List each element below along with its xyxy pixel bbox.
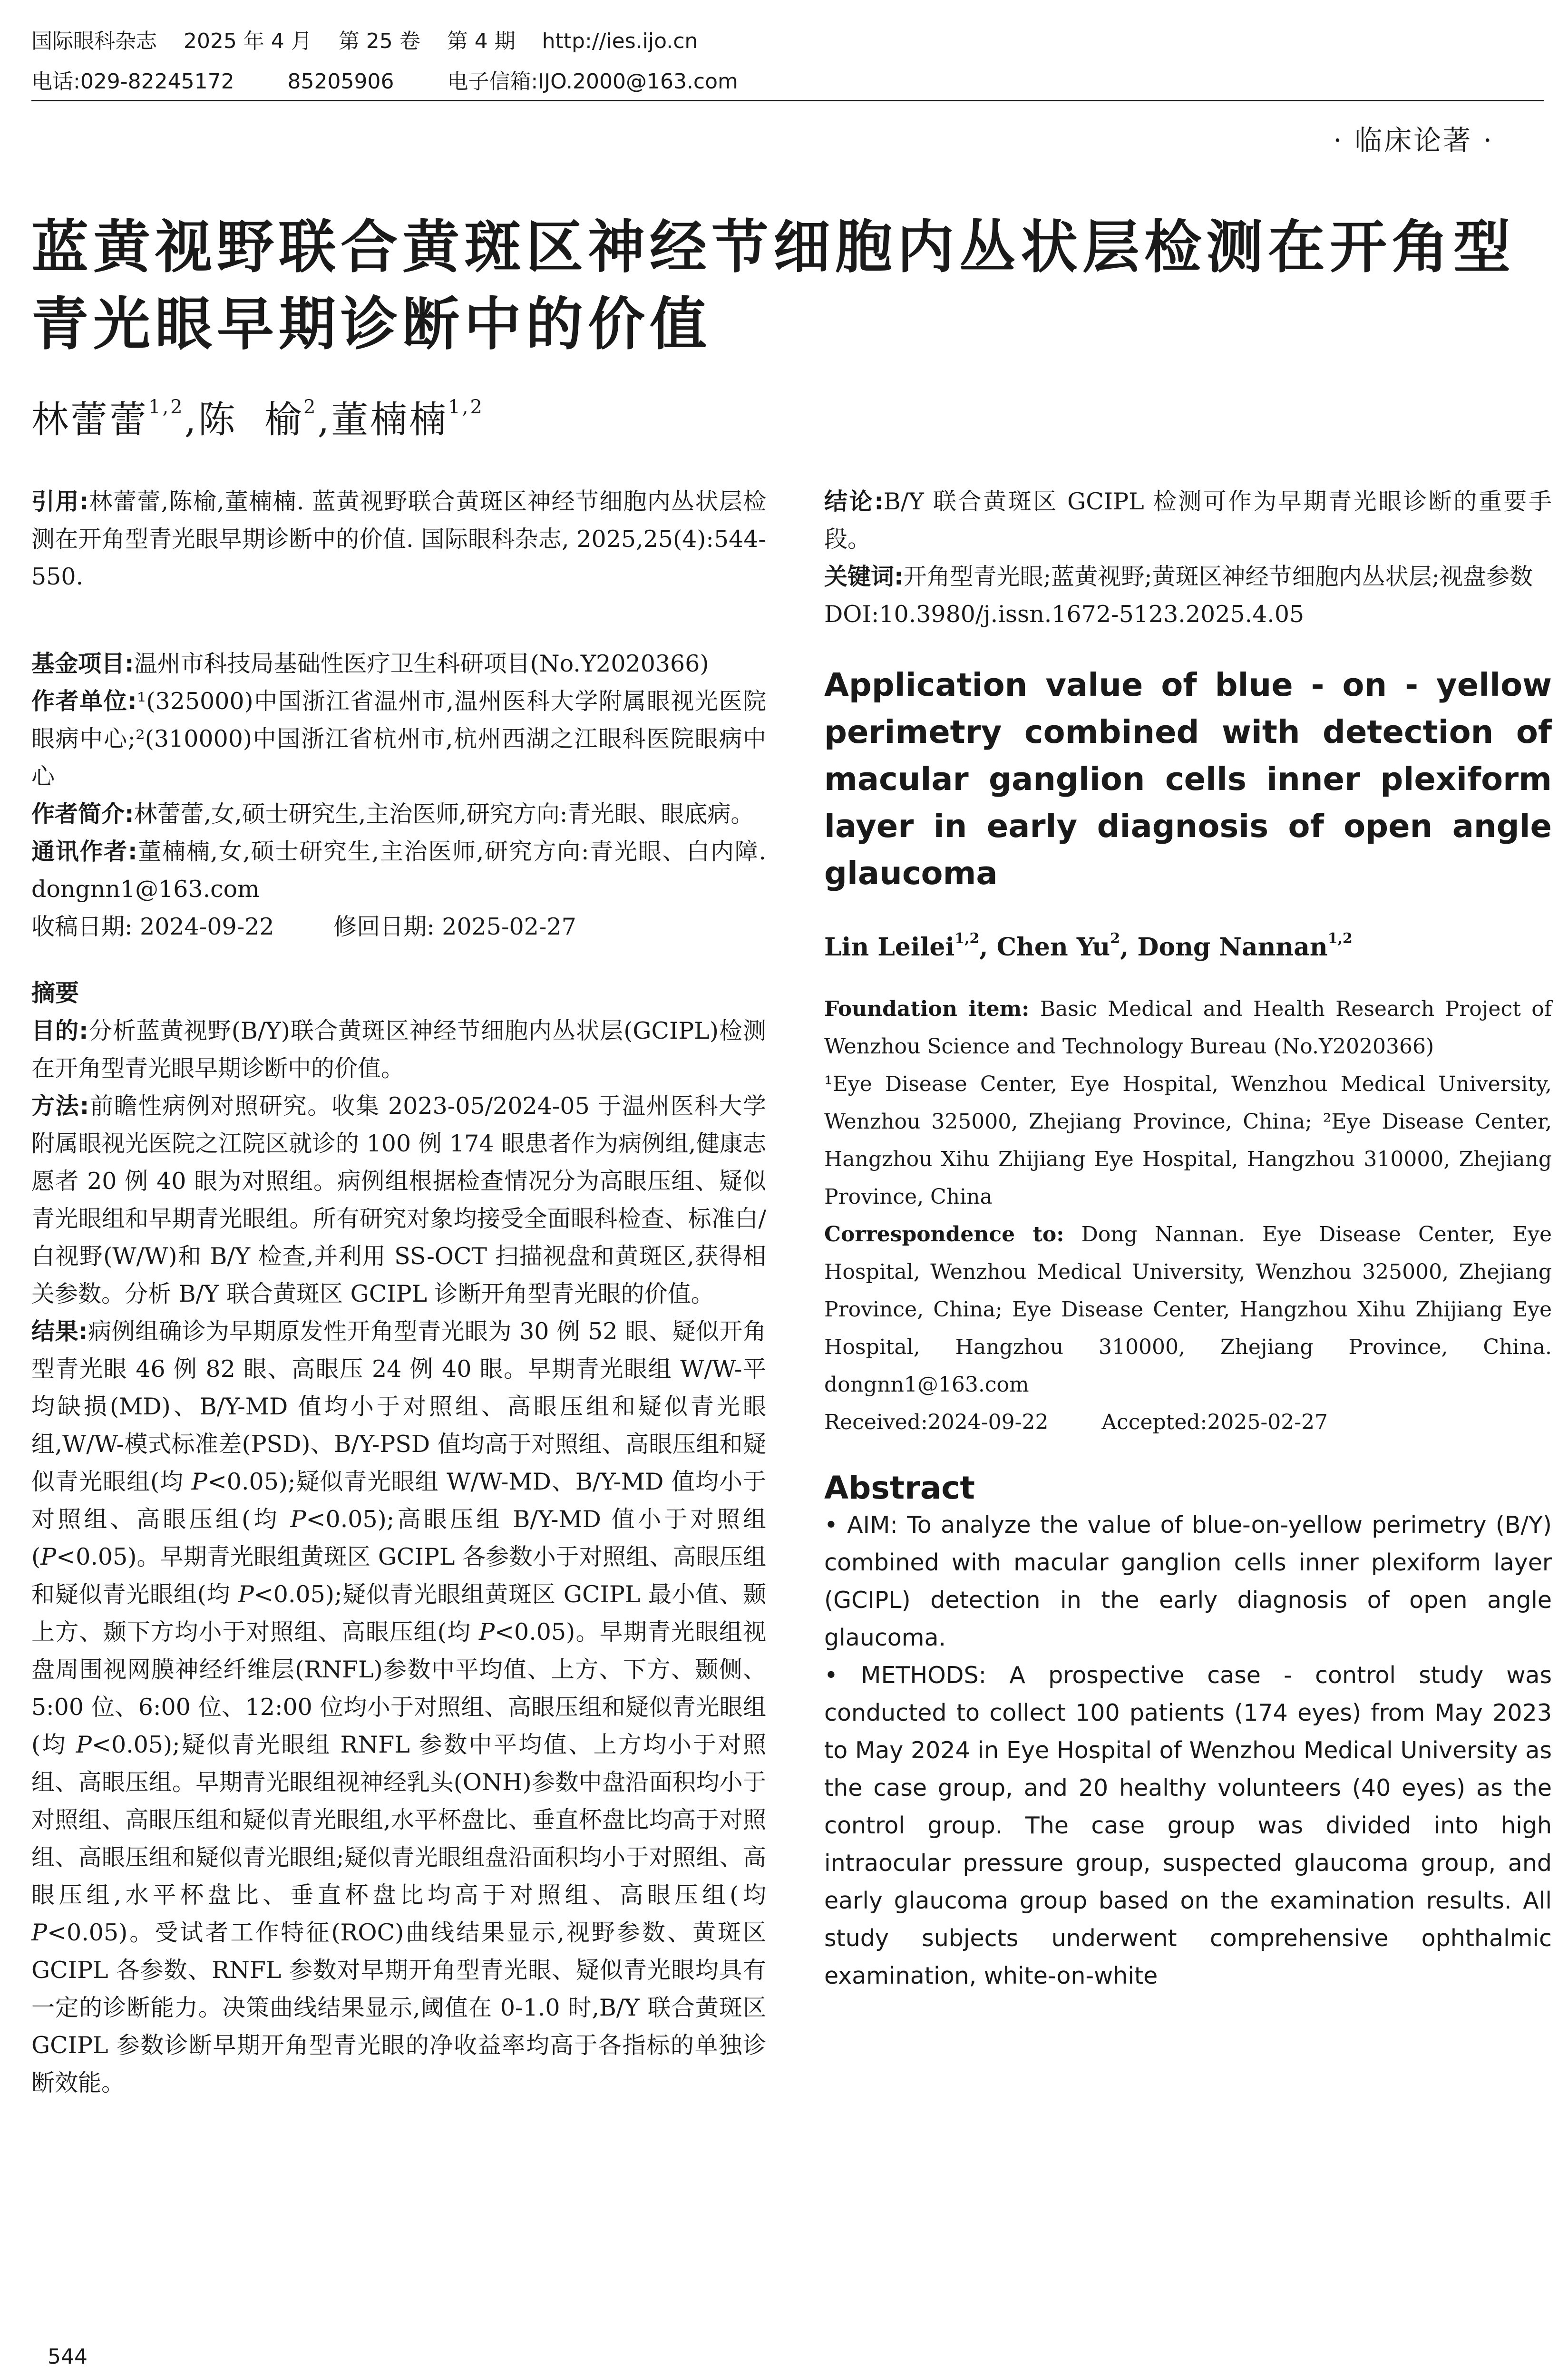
right-column: [824, 483, 1552, 1995]
en-aim: • AIM: To analyze the value of blue-on-yellow perimetry (B/Y) combined with macular ganglion cells inner plexiform layer (GCIPL) detection in the early diagnosis of open angle glaucoma.: [824, 1511, 1552, 1651]
en-dates: Received:2024-09-22 Accepted:2025-02-27: [824, 1410, 1328, 1434]
author-units: 作者单位:¹(325000)中国浙江省温州市,温州医科大学附属眼视光医院眼病中心;²(310000)中国浙江省杭州市,杭州西湖之江眼科医院眼病中心: [31, 688, 766, 790]
conclusion-cn: 结论:B/Y 联合黄斑区 GCIPL 检测可作为早期青光眼诊断的重要手段。: [824, 488, 1552, 553]
fund-info: 基金项目:温州市科技局基础性医疗卫生科研项目(No.Y2020366): [31, 650, 709, 677]
en-title: Application value of blue - on - yellow perimetry combined with detection of macular ganglion cells inner plexiform layer in early diagnosis of open angle glaucoma: [824, 666, 1552, 892]
en-foundation: Foundation item: Basic Medical and Health Research Project of Wenzhou Science and Technology Bureau (No.Y2020366): [824, 997, 1552, 1059]
en-correspondence: Correspondence to: Dong Nannan. Eye Disease Center, Eye Hospital, Wenzhou Medical University, Wenzhou 325000, Zhejiang Province, China; Eye Disease Center, Hangzhou Xihu Zhijiang Eye Hospital, Hangzhou 310000, Zhejiang Province, China. dongnn1@163.com: [824, 1222, 1552, 1397]
en-abstract-heading: Abstract: [824, 1470, 975, 1506]
author-1-affil: 1,2: [148, 396, 185, 418]
keywords-cn: 关键词:开角型青光眼;蓝黄视野;黄斑区神经节细胞内丛状层;视盘参数: [824, 563, 1533, 590]
en-authors: Lin Leilei$^{1,2}$, Chen Yu$^2$, Dong Nannan$^{1,2}$: [824, 930, 1353, 962]
journal-header-line-2: 电话:029-82245172 85205906 电子信箱:IJO.2000@163.com: [31, 69, 738, 94]
author-1: 林蕾蕾: [31, 399, 149, 441]
doi: DOI:10.3980/j.issn.1672-5123.2025.4.05: [824, 601, 1305, 628]
article-title: [31, 209, 1553, 363]
left-column: [31, 483, 766, 2102]
title-line-2: 青光眼早期诊断中的价值: [31, 292, 711, 358]
aim-cn: 目的:分析蓝黄视野(B/Y)联合黄斑区神经节细胞内丛状层(GCIPL)检测在开角型青光眼早期诊断中的价值。: [31, 1017, 766, 1082]
results-cn-cont: <0.05)。受试者工作特征(ROC)曲线结果显示,视野参数、黄斑区 GCIPL 各参数、RNFL 参数对早期开角型青光眼、疑似青光眼均具有一定的诊断能力。决策曲线结果显示,阈值在 0-1.0 时,B/Y 联合黄斑区 GCIPL 参数诊断早期开角型青光眼的净收益率均高于各指标的单独诊断效能。: [31, 1919, 766, 2096]
section-tag: · 临床论著 ·: [1333, 124, 1494, 156]
author-bio: 作者简介:林蕾蕾,女,硕士研究生,主治医师,研究方向:青光眼、眼底病。: [31, 800, 754, 828]
citation: 引用:林蕾蕾,陈榆,董楠楠. 蓝黄视野联合黄斑区神经节细胞内丛状层检测在开角型青光眼早期诊断中的价值. 国际眼科杂志, 2025,25(4):544-550.: [31, 488, 766, 590]
author-3: 董楠楠: [331, 399, 448, 441]
corresponding-author: 通讯作者:董楠楠,女,硕士研究生,主治医师,研究方向:青光眼、白内障. dongnn1@163.com: [31, 838, 766, 903]
author-3-affil: 1,2: [448, 396, 484, 418]
cn-continuation: [824, 483, 1552, 633]
journal-header-line-1: 国际眼科杂志 2025 年 4 月 第 25 卷 第 4 期 http://ies.ijo.cn: [31, 29, 698, 53]
results-cn: 结果:病例组确诊为早期原发性开角型青光眼为 30 例 52 眼、疑似开角型青光眼 46 例 82 眼、高眼压 24 例 40 眼。早期青光眼组 W/W-平均缺损(MD)、B/Y-MD 值均小于对照组、高眼压组和疑似青光眼组,W/W-模式标准差(PSD)、B/Y-PSD 值均高于对照组、高眼压组和疑似青光眼组(均 P<0.05);疑似青光眼组 W/W-MD、B/Y-MD 值均小于对照组、高眼压组(均 P<0.05);高眼压组 B/Y-MD 值小于对照组(P<0.05)。早期青光眼组黄斑区 GCIPL 各参数小于对照组、高眼压组和疑似青光眼组(均 P<0.05);疑似青光眼组黄斑区 GCIPL 最小值、颞上方、颞下方均小于对照组、高眼压组(均 P<0.05)。早期青光眼组视盘周围视网膜神经纤维层(RNFL)参数中平均值、上方、下方、颞侧、5:00 位、6:00 位、12:00 位均小于对照组、高眼压组和疑似青光眼组(均 P<0.05);疑似青光眼组 RNFL 参数中平均值、上方均小于对照组、高眼压组。早期青光眼组视神经乳头(ONH)参数中盘沿面积均小于对照组、高眼压组和疑似青光眼组,水平杯盘比、垂直杯盘比均高于对照组、高眼压组和疑似青光眼组;疑似青光眼组盘沿面积均小于对照组、高眼压组,水平杯盘比、垂直杯盘比均高于对照组、高眼压组(均 P<0.05)。受试者工作特征(ROC)曲线结果显示,视野参数、黄斑区 GCIPL 各参数、RNFL 参数对早期开角型青光眼、疑似青光眼均具有一定的诊断能力。决策曲线结果显示,阈值在 0-1.0 时,B/Y 联合黄斑区 GCIPL 参数诊断早期开角型青光眼的净收益率均高于各指标的单独诊断效能。: [31, 1318, 766, 2096]
header-rule: [31, 100, 1544, 101]
methods-cn: 方法:前瞻性病例对照研究。收集 2023-05/2024-05 于温州医科大学附属眼视光医院之江院区就诊的 100 例 174 眼患者作为病例组,健康志愿者 20 例 40 眼为对照组。病例组根据检查情况分为高眼压组、疑似青光眼组和早期青光眼组。所有研究对象均接受全面眼科检查、标准白/白视野(W/W)和 B/Y 检查,并利用 SS-OCT 扫描视盘和黄斑区,获得相关参数。分析 B/Y 联合黄斑区 GCIPL 诊断开角型青光眼的价值。: [31, 1092, 766, 1307]
en-methods: • METHODS: A prospective case - control study was conducted to collect 100 patients (174 eyes) from May 2023 to May 2024 in Eye Hospital of Wenzhou Medical University as the case group, and 20 healthy volunteers (40 eyes) as the control group. The case group was divided into high intraocular pressure group, suspected glaucoma group, and early glaucoma group based on the examination results. All study subjects underwent comprehensive ophthalmic examination, white-on-white: [824, 1662, 1552, 1989]
author-list: 林蕾蕾$^{1,2}$,陈 榆$^2$,董楠楠$^{1,2}$: [31, 396, 484, 441]
dates-cn: 收稿日期: 2024-09-22 修回日期: 2025-02-27: [31, 913, 576, 940]
title-line-1: 蓝黄视野联合黄斑区神经节细胞内丛状层检测在开角型: [31, 214, 1515, 281]
page-number: 544: [48, 2345, 88, 2369]
abstract-heading-cn: 摘要: [31, 979, 79, 1007]
en-affiliations: ¹Eye Disease Center, Eye Hospital, Wenzhou Medical University, Wenzhou 325000, Zhejiang Province, China; ²Eye Disease Center, Hangzhou Xihu Zhijiang Eye Hospital, Hangzhou 310000, Zhejiang Province, China: [824, 1072, 1552, 1209]
en-section: [824, 662, 1552, 1995]
author-2: 陈 榆: [198, 399, 304, 441]
author-2-affil: 2: [303, 396, 318, 418]
